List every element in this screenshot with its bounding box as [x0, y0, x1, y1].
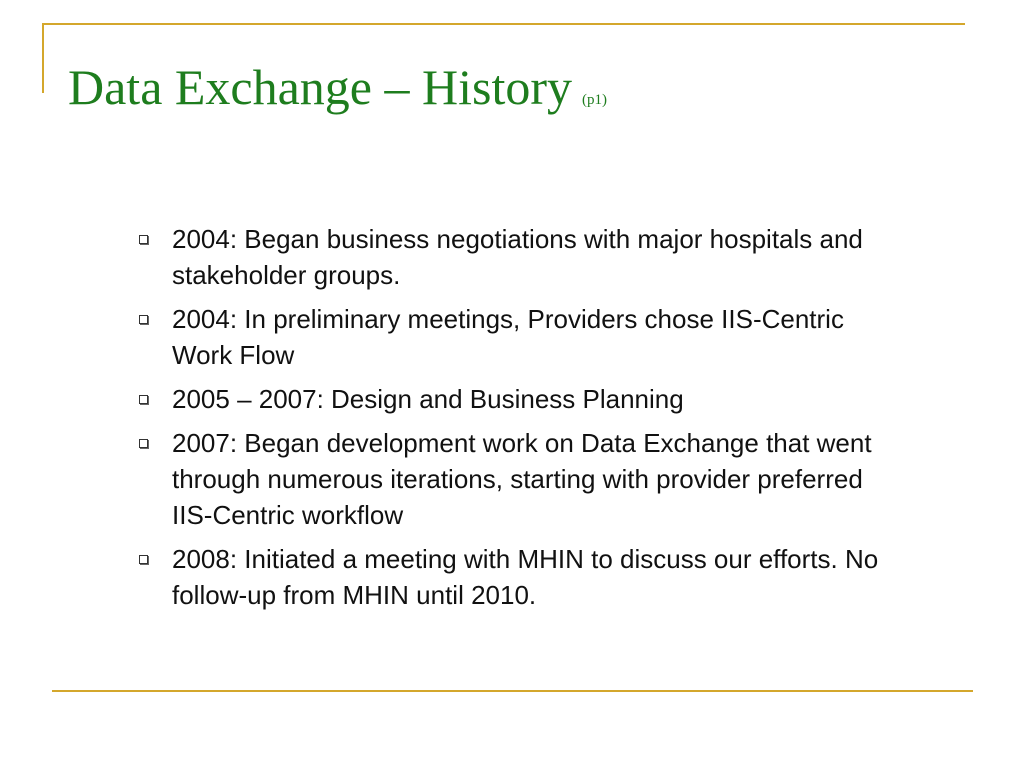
hollow-square-bullet-icon	[139, 315, 148, 324]
bullet-item	[136, 381, 896, 417]
bullet-text: 2004: Began business negotiations with major hospitals and stakeholder groups.	[172, 224, 863, 290]
top-divider	[42, 23, 965, 25]
hollow-square-bullet-icon	[139, 439, 148, 448]
bullet-list	[136, 221, 896, 621]
slide-title	[68, 52, 607, 135]
bottom-divider	[52, 690, 973, 692]
bullet-item	[136, 301, 896, 373]
hollow-square-bullet-icon	[139, 395, 148, 404]
slide-title-text: Data Exchange – History	[68, 59, 573, 115]
bullet-text: 2007: Began development work on Data Exchange that went through numerous iterations, starting with provider preferred IIS-Centric workflow	[172, 428, 872, 530]
bullet-item	[136, 541, 896, 613]
bullet-item	[136, 221, 896, 293]
slide-subtitle: (p1)	[582, 92, 608, 108]
hollow-square-bullet-icon	[139, 555, 148, 564]
hollow-square-bullet-icon	[139, 235, 148, 244]
bullet-text: 2005 – 2007: Design and Business Planning	[172, 384, 684, 414]
bullet-text: 2008: Initiated a meeting with MHIN to discuss our efforts. No follow-up from MHIN until 2010.	[172, 544, 879, 610]
bullet-text: 2004: In preliminary meetings, Providers chose IIS-Centric Work Flow	[172, 304, 844, 370]
bullet-item	[136, 425, 896, 533]
left-divider	[42, 23, 44, 93]
